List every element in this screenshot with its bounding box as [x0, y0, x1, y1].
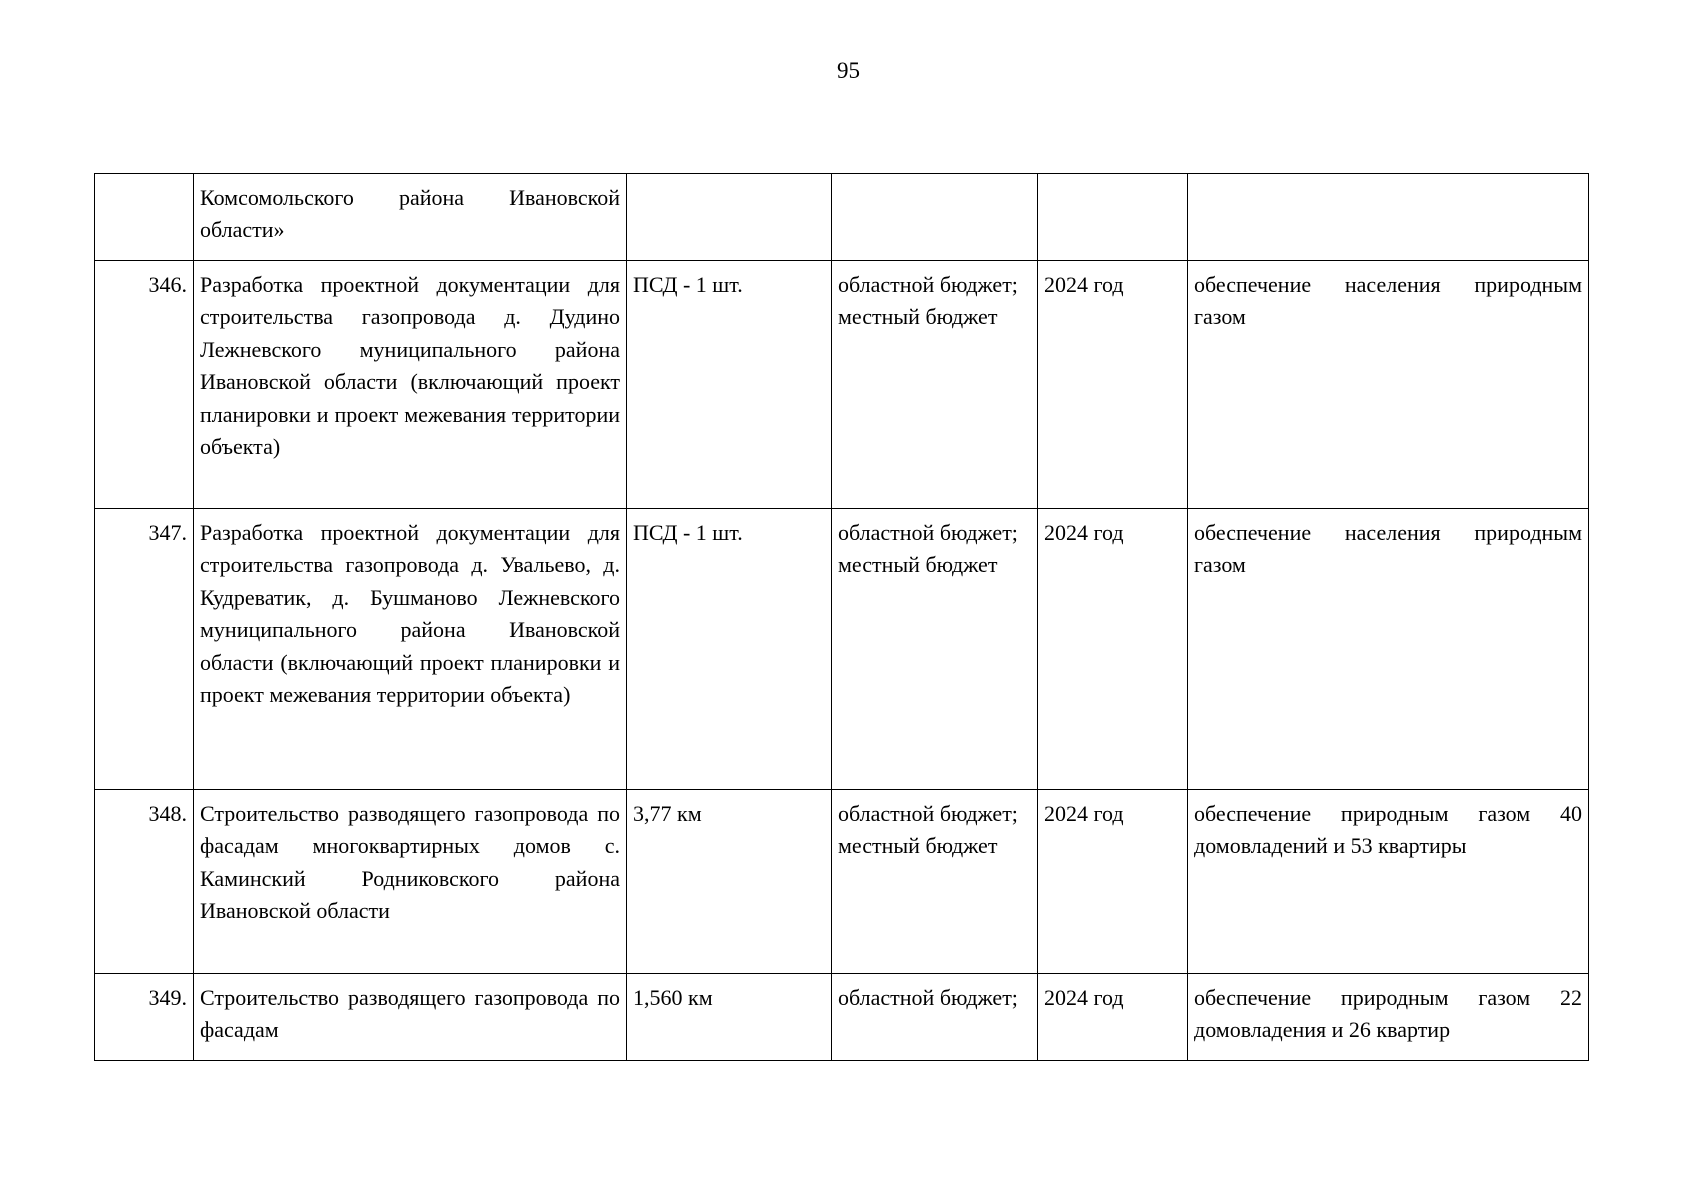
funding-sources [832, 974, 1038, 1061]
funding-sources [832, 261, 1038, 509]
measure-result: 1,560 км [627, 974, 832, 1061]
measure-goal: обеспечение природным газом 22 домовладения и 26 квартир [1188, 974, 1589, 1061]
measure-goal: обеспечение природным газом 40 домовладений и 53 квартиры [1188, 790, 1589, 974]
measure-result [627, 174, 832, 261]
measure-year: 2024 год [1038, 974, 1188, 1061]
measure-name: Комсомольского района Ивановской области» [194, 174, 627, 261]
measure-year: 2024 год [1038, 261, 1188, 509]
measure-name: Разработка проектной документации для строительства газопровода д. Увальево, д. Кудреватик, д. Бушманово Лежневского муниципального района Ивановской области (включающий проект планировки и проект межевания территории объекта) [194, 509, 627, 790]
funding-source: областной бюджет; [838, 801, 1018, 826]
table-row [95, 974, 1589, 1061]
measure-name: Строительство разводящего газопровода по фасадам многоквартирных домов с. Каминский Родниковского района Ивановской области [194, 790, 627, 974]
measure-year: 2024 год [1038, 509, 1188, 790]
funding-source: областной бюджет; [838, 985, 1018, 1010]
page-number: 95 [837, 58, 860, 83]
funding-sources [832, 790, 1038, 974]
measure-goal: обеспечение населения природным газом [1188, 261, 1589, 509]
measure-goal [1188, 174, 1589, 261]
row-number [95, 174, 194, 261]
funding-source: областной бюджет; [838, 272, 1018, 297]
row-number: 349. [95, 974, 194, 1061]
funding-source: местный бюджет [838, 304, 998, 330]
funding-source: областной бюджет; [838, 520, 1018, 545]
row-number: 346. [95, 261, 194, 509]
measure-name: Разработка проектной документации для строительства газопровода д. Дудино Лежневского муниципального района Ивановской области (включающий проект планировки и проект межевания территории объекта) [194, 261, 627, 509]
funding-sources [832, 509, 1038, 790]
funding-sources [832, 174, 1038, 261]
funding-source: местный бюджет [838, 833, 998, 859]
measure-result: ПСД - 1 шт. [627, 509, 832, 790]
table-row [95, 790, 1589, 974]
funding-source: местный бюджет [838, 552, 998, 578]
measure-result: 3,77 км [627, 790, 832, 974]
measures-table [94, 173, 1589, 1061]
table-row [95, 261, 1589, 509]
measure-result: ПСД - 1 шт. [627, 261, 832, 509]
measure-name: Строительство разводящего газопровода по фасадам [194, 974, 627, 1061]
measure-goal: обеспечение населения природным газом [1188, 509, 1589, 790]
row-number: 347. [95, 509, 194, 790]
measure-year [1038, 174, 1188, 261]
row-number: 348. [95, 790, 194, 974]
measure-year: 2024 год [1038, 790, 1188, 974]
table-row [95, 509, 1589, 790]
table-row [95, 174, 1589, 261]
